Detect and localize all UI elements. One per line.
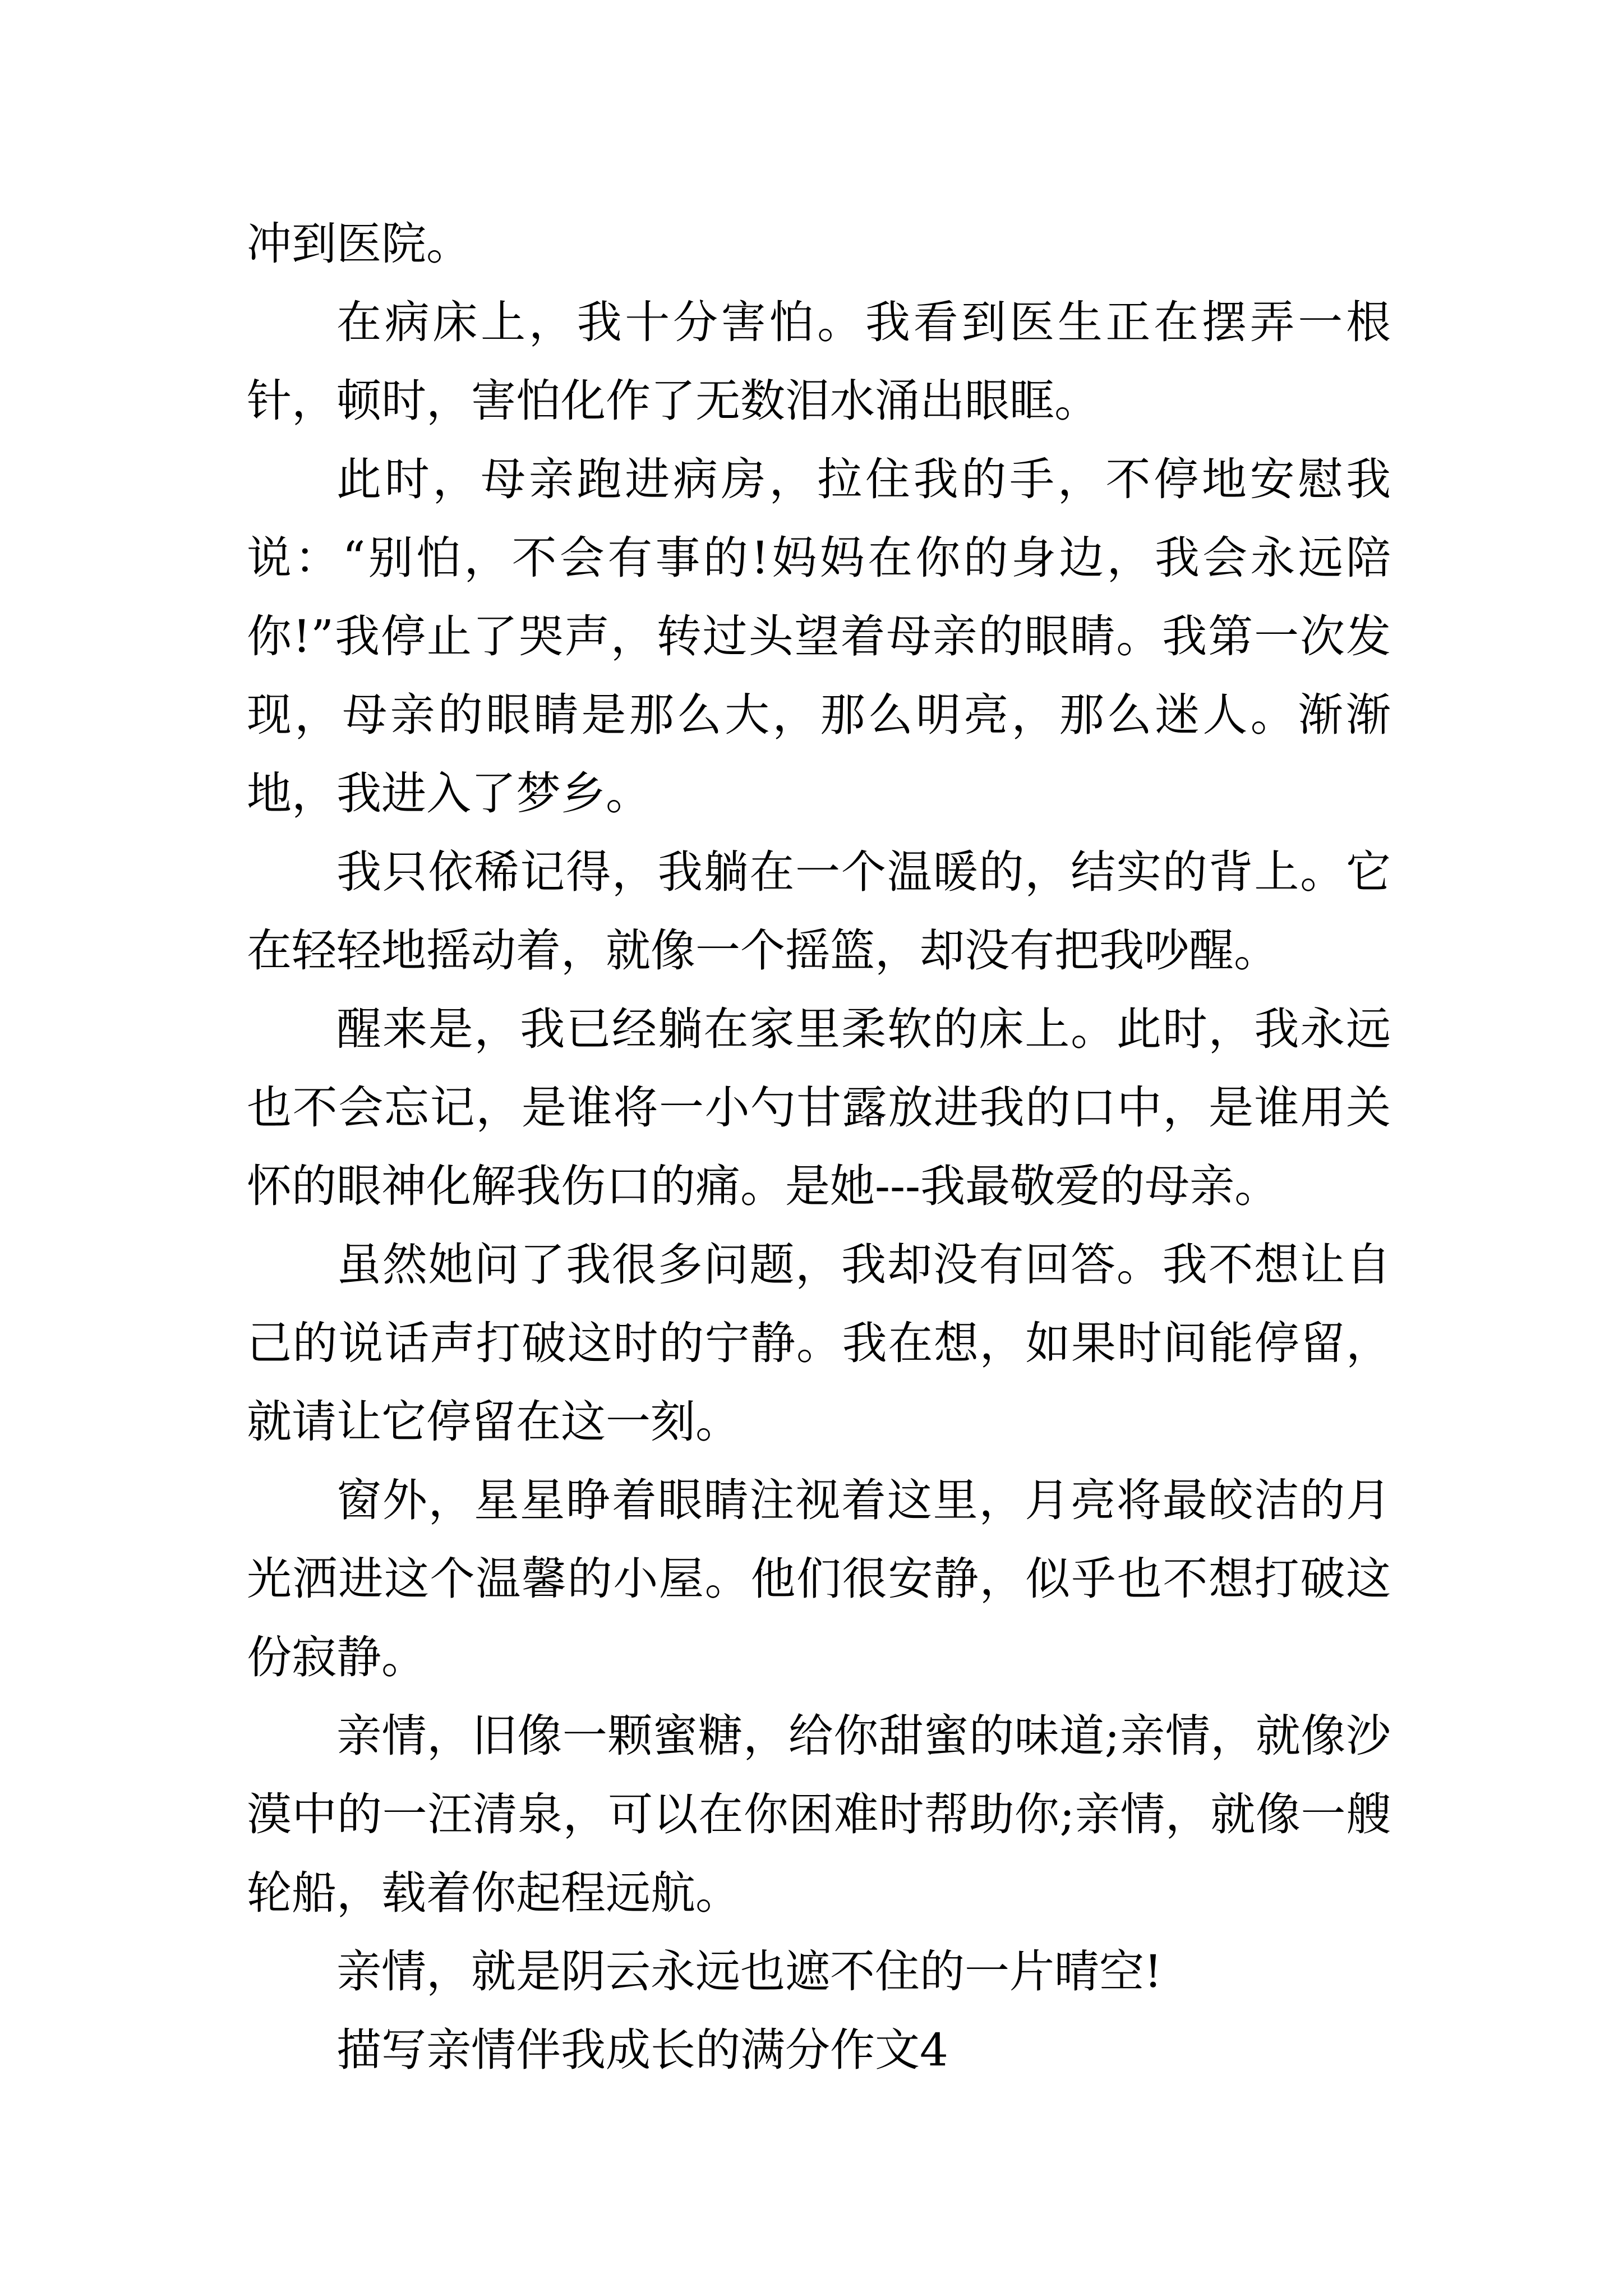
paragraph: 我只依稀记得，我躺在一个温暖的，结实的背上。它在轻轻地摇动着，就像一个摇篮，却没有把我吵醒。 xyxy=(247,846,1391,977)
paragraph-continuation: 冲到医院。 xyxy=(247,218,471,270)
document-body xyxy=(247,205,1391,2090)
paragraph: 亲情，就是阴云永远也遮不住的一片晴空! xyxy=(336,1945,1163,1998)
section-heading: 描写亲情伴我成长的满分作文4 xyxy=(336,2024,948,2076)
paragraph: 虽然她问了我很多问题，我却没有回答。我不想让自己的说话声打破这时的宁静。我在想，如果时间能停留，就请让它停留在这一刻。 xyxy=(247,1239,1391,1448)
paragraph: 醒来是，我已经躺在家里柔软的床上。此时，我永远也不会忘记，是谁将一小勺甘露放进我的口中，是谁用关怀的眼神化解我伤口的痛。是她---我最敬爱的母亲。 xyxy=(247,1003,1391,1212)
paragraph: 窗外，星星睁着眼睛注视着这里，月亮将最皎洁的月光洒进这个温馨的小屋。他们很安静，似乎也不想打破这份寂静。 xyxy=(247,1474,1391,1683)
paragraph: 在病床上，我十分害怕。我看到医生正在摆弄一根针，顿时，害怕化作了无数泪水涌出眼眶。 xyxy=(247,296,1391,427)
paragraph: 亲情，旧像一颗蜜糖，给你甜蜜的味道;亲情，就像沙漠中的一汪清泉，可以在你困难时帮助你;亲情，就像一艘轮船，载着你起程远航。 xyxy=(247,1710,1391,1919)
paragraph: 此时，母亲跑进病房，拉住我的手，不停地安慰我说：“别怕，不会有事的!妈妈在你的身边，我会永远陪你!”我停止了哭声，转过头望着母亲的眼睛。我第一次发现，母亲的眼睛是那么大，那么明亮，那么迷人。渐渐地，我进入了梦乡。 xyxy=(247,453,1391,820)
